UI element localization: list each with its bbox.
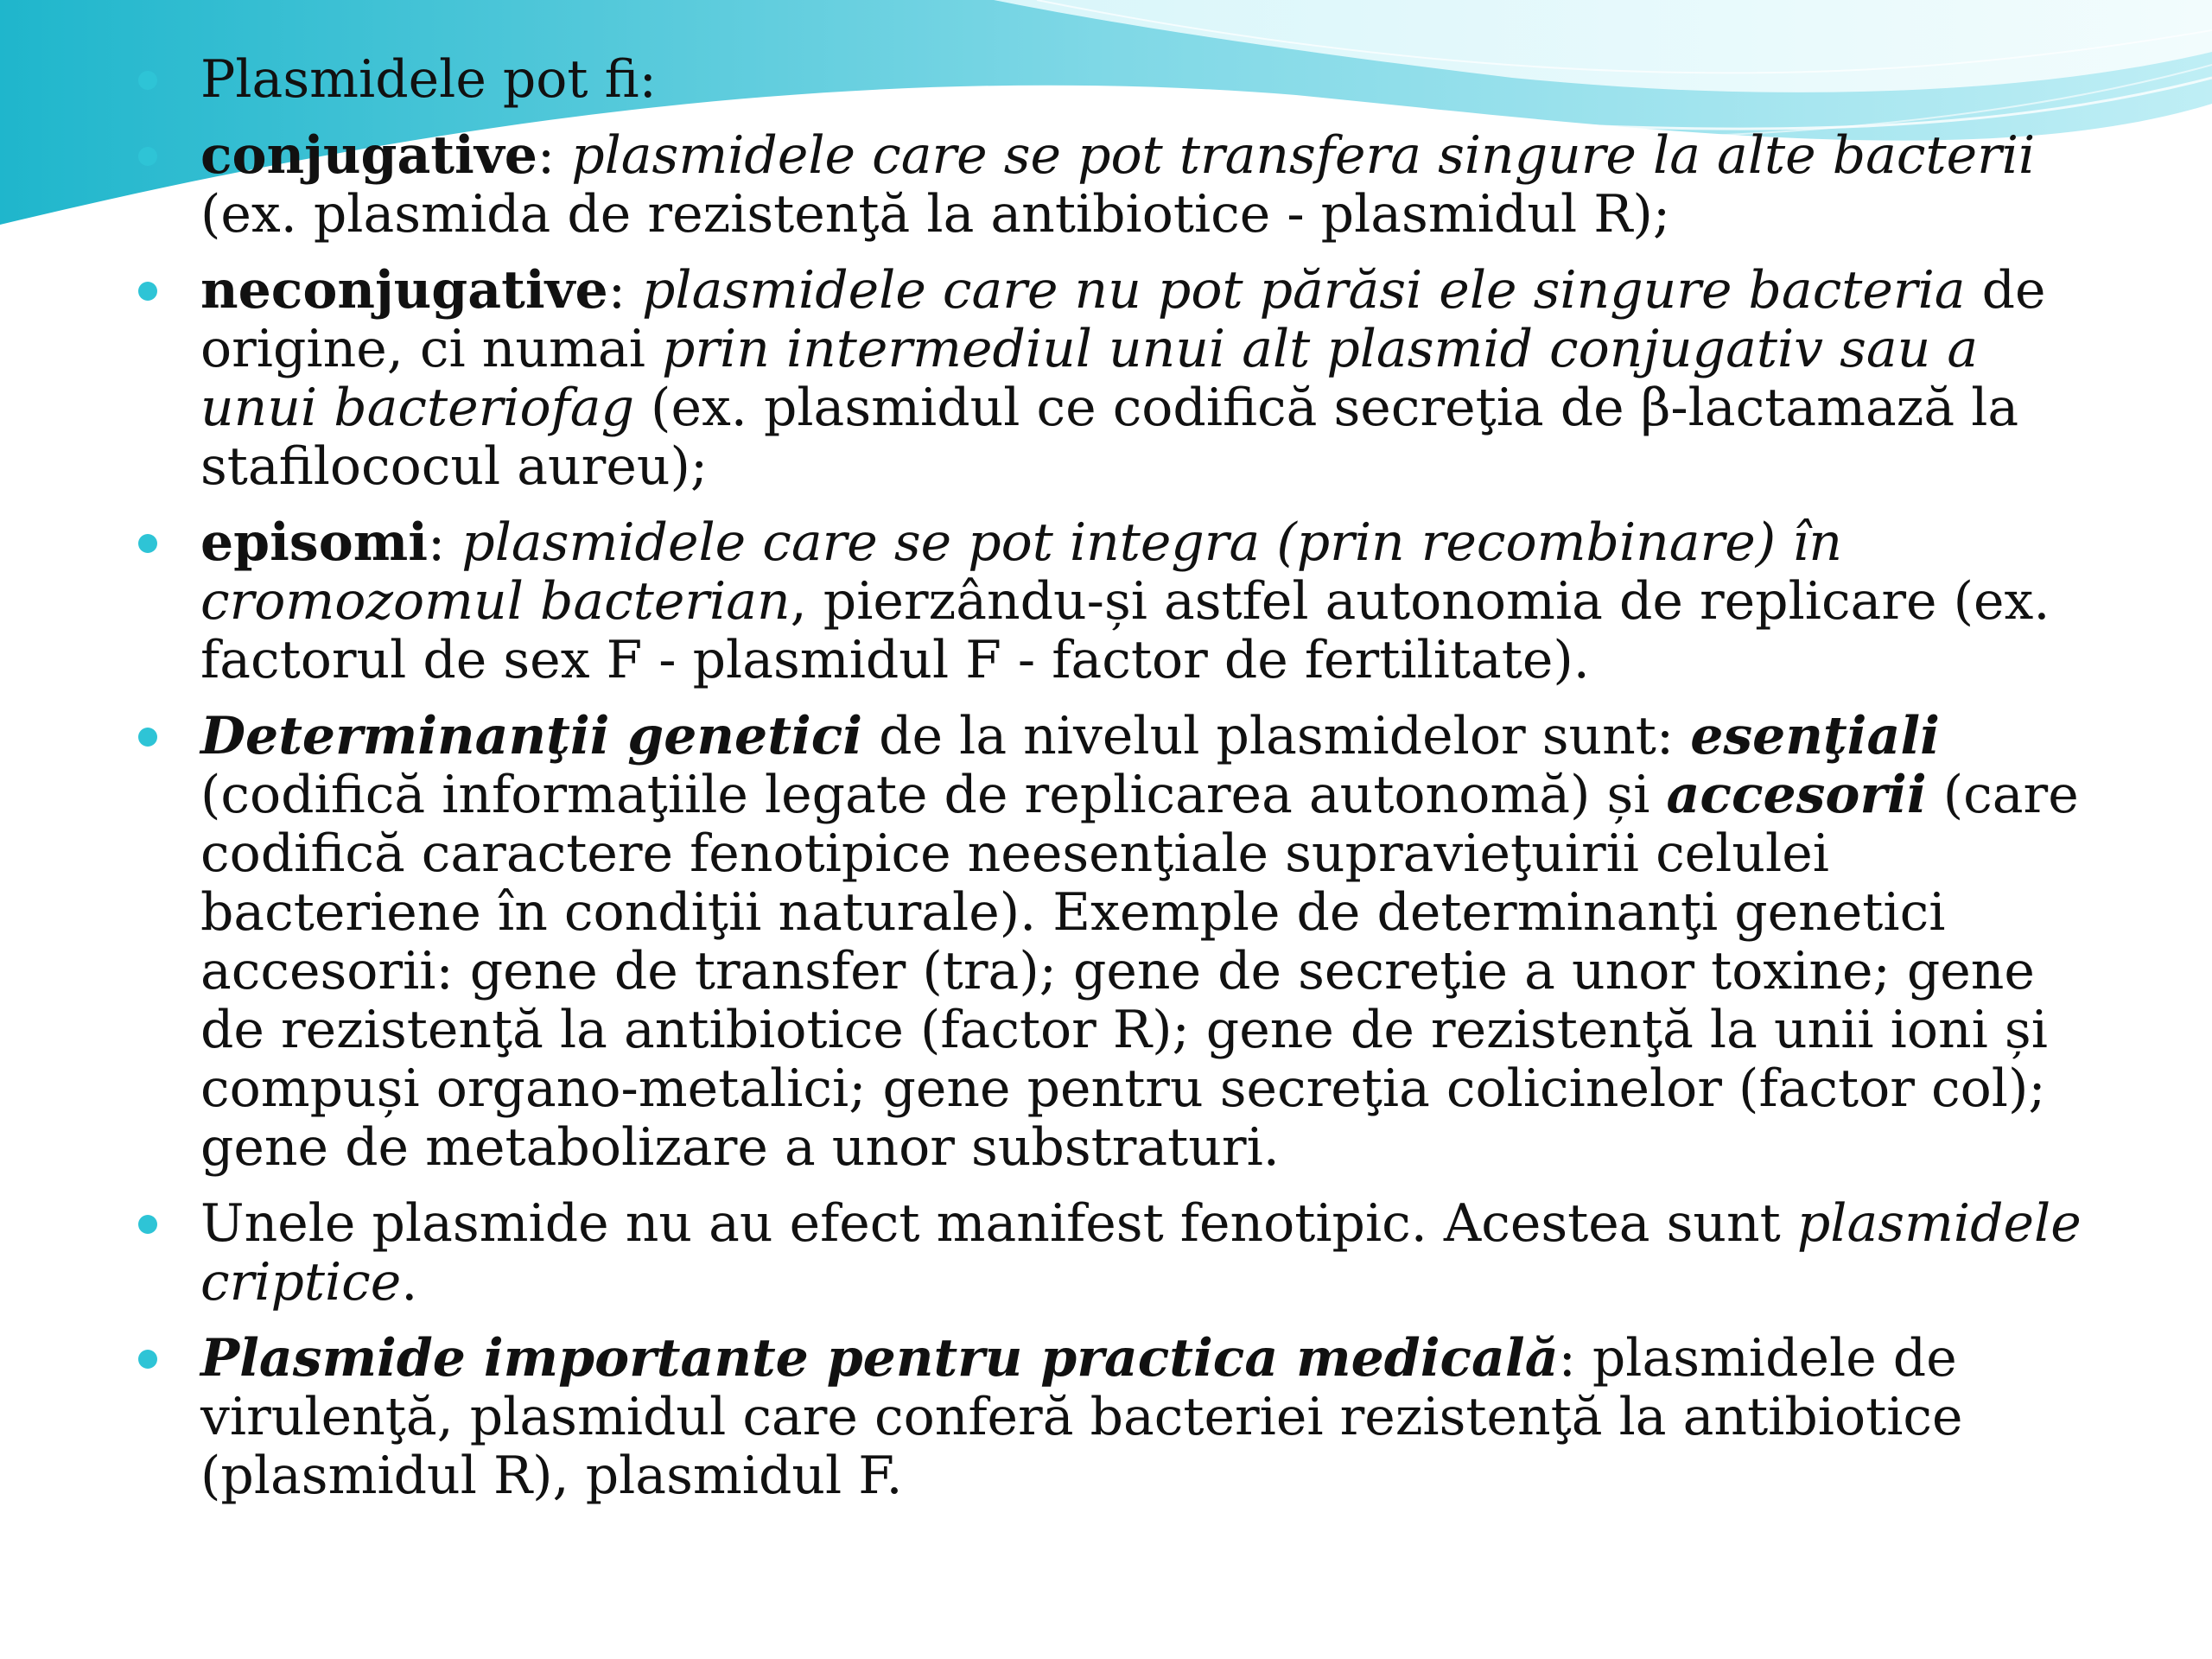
term-plasmidele-criptice: plasmidele criptice (200, 1193, 2082, 1313)
bullet-text: de la nivelul plasmidelor sunt: (862, 706, 1691, 766)
term-determinanti-genetici: Determinanţii genetici (200, 706, 863, 766)
bullet-plasmide-importante (130, 1329, 2082, 1505)
bullet-episomi (130, 513, 2082, 690)
bullet-text: (codifică informaţiile legate de replicarea autonomă) și (200, 765, 1667, 825)
bullet-list (130, 50, 2082, 1505)
term-accesorii: accesorii (1666, 765, 1927, 825)
term-conjugative: conjugative (200, 125, 537, 186)
bullet-dot-icon (138, 1215, 157, 1234)
bullet-text: (ex. plasmidul ce codifică secreţia de β-lactamază la stafilococul aureu); (200, 378, 2019, 497)
bullet-text: : plasmidele de virulenţă, plasmidul care conferă bacteriei rezistenţă la antibiotice (plasmidul R), plasmidul F. (200, 1328, 1963, 1506)
definition-neconjugative-mechanism: prin intermediul unui alt plasmid conjugativ sau a unui bacteriofag (200, 319, 1979, 438)
bullet-text: . (401, 1252, 418, 1313)
bullet-text: de origine, ci numai (200, 260, 2046, 379)
definition-conjugative: plasmidele care se pot transfera singure la alte bacterii (571, 125, 2036, 186)
bullet-text: (ex. plasmida de rezistenţă la antibiotice - plasmidul R); (200, 184, 1671, 245)
bullet-plasmide-types-intro (130, 50, 2082, 109)
term-episomi: episomi (200, 512, 428, 573)
bullet-text: (care codifică caractere fenotipice neesenţiale supravieţuirii celulei bacteriene în condiţii naturale). Exemple de determinanţi genetici accesorii: gene de transfer (tra); gene de secreţie a unor toxine; gene de rezistenţă la antibiotice (factor R); gene de rezistenţă la unii ioni și compuși organo-metalici; gene pentru secreţia colicinelor (factor col); gene de metabolizare a unor substraturi. (200, 765, 2079, 1178)
slide-body (130, 50, 2082, 1522)
bullet-dot-icon (138, 534, 157, 553)
bullet-text: : (537, 125, 572, 186)
bullet-dot-icon (138, 147, 157, 166)
bullet-conjugative (130, 126, 2082, 244)
bullet-determinanti-genetici (130, 707, 2082, 1177)
bullet-text: , pierzându-și astfel autonomia de replicare (ex. factorul de sex F - plasmidul F - factor de fertilitate). (200, 571, 2050, 690)
bullet-text: Unele plasmide nu au efect manifest fenotipic. Acestea sunt (200, 1193, 1797, 1254)
term-plasmide-importante: Plasmide importante pentru practica medicală (200, 1328, 1559, 1389)
bullet-dot-icon (138, 71, 157, 90)
bullet-text: : (428, 512, 462, 573)
term-esentiali: esenţiali (1690, 706, 1940, 766)
term-neconjugative: neconjugative (200, 260, 608, 321)
definition-episomi: plasmidele care se pot integra (prin recombinare) în cromozomul bacterian (200, 512, 1843, 632)
bullet-text: Plasmidele pot fi: (200, 49, 657, 110)
bullet-neconjugative (130, 261, 2082, 496)
bullet-dot-icon (138, 282, 157, 301)
definition-neconjugative: plasmidele care nu pot părăsi ele singure bacteria (641, 260, 1966, 321)
bullet-dot-icon (138, 1350, 157, 1369)
bullet-dot-icon (138, 728, 157, 747)
bullet-text: : (607, 260, 642, 321)
bullet-plasmide-criptice (130, 1194, 2082, 1312)
